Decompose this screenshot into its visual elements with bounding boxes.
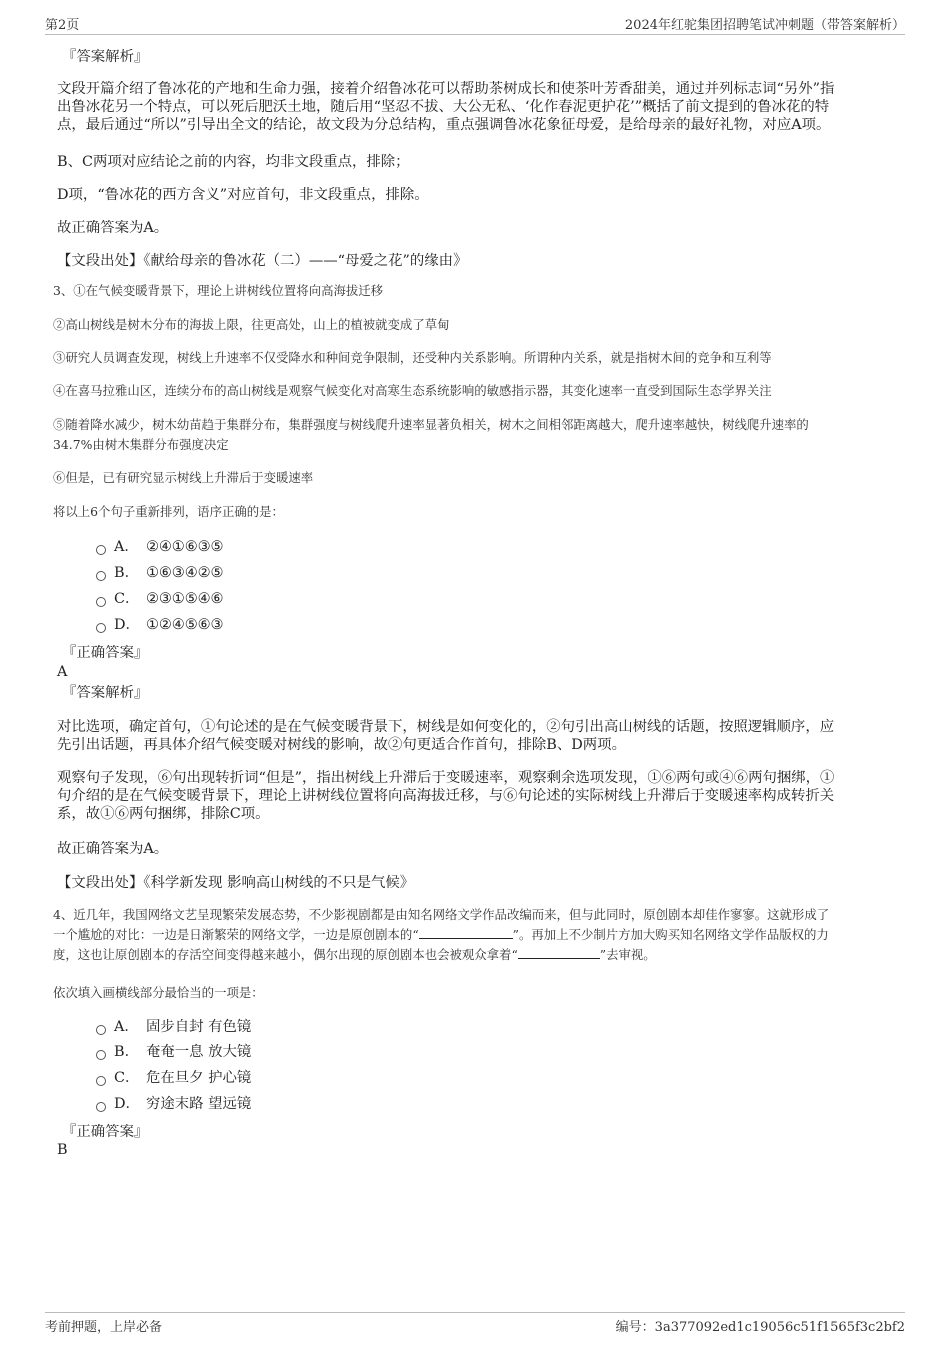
document-title: 2024年红驼集团招聘笔试冲刺题（带答案解析） [624,18,905,33]
radio-icon[interactable] [96,571,106,581]
q3-sentence-3: ③研究人员调查发现，树线上升速率不仅受降水和种间竞争限制，还受种内关系影响。所谓种内关系，就是指树木间的竞争和互利等 [53,350,772,365]
text-line: 4、近几年，我国网络文艺呈现繁荣发展态势，不少影视剧都是由知名网络文学作品改编而来，但与此同时，原创剧本却佳作寥寥。这就形成了 [53,907,830,922]
q4-option-a[interactable]: A． 固步自封 有色镜 [96,1018,251,1036]
text-line: 一个尴尬的对比：一边是日渐繁荣的网络文学，一边是原创剧本的“ ”。再加上不少制片方加大购买知名网络文学作品版权的力 [53,927,829,942]
q3-sentence-6: ⑥但是，已有研究显示树线上升滞后于变暖速率 [53,470,314,485]
analysis-label: 『答案解析』 [62,685,149,701]
q4-option-d[interactable]: D． 穷途末路 望远镜 [96,1095,251,1113]
q3-option-b[interactable]: B． ①⑥③④②⑤ [96,564,223,582]
q3-analysis-para3: 故正确答案为A。 [57,841,169,857]
fill-blank-1[interactable] [419,928,513,939]
q4-stem [53,905,829,965]
text-line: 观察句子发现，⑥句出现转折词“但是”，指出树线上升滞后于变暖速率，观察剩余选项发现，①⑥两句或④⑥两句捆绑，① [57,770,835,786]
radio-icon[interactable] [96,623,106,633]
q3-sentence-4: ④在喜马拉雅山区，连续分布的高山树线是观察气候变化对高寒生态系统影响的敏感指示器，其变化速率一直受到国际生态学界关注 [53,383,772,398]
text-line: 对比选项，确定首句，①句论述的是在气候变暖背景下，树线是如何变化的，②句引出高山树线的话题，按照逻辑顺序，应 [57,719,835,735]
text-line: ⑤随着降水减少，树木幼苗趋于集群分布，集群强度与树线爬升速率显著负相关，树木之间相邻距离越大，爬升速率越快，树线爬升速率的 [53,417,809,432]
q4-option-c[interactable]: C． 危在旦夕 护心镜 [96,1069,251,1087]
text-line: 文段开篇介绍了鲁冰花的产地和生命力强，接着介绍鲁冰花可以帮助茶树成长和使茶叶芳香甜美，通过并列标志词“另外”指 [57,81,835,97]
answer-label: 『正确答案』 [62,1124,149,1140]
fill-blank-2[interactable] [518,948,600,959]
q3-sentence-1: 3、①在气候变暖背景下，理论上讲树线位置将向高海拔迁移 [53,283,384,298]
q3-source: 【文段出处】《科学新发现 影响高山树线的不只是气候》 [57,875,415,891]
radio-icon[interactable] [96,545,106,555]
text-line: 出鲁冰花另一个特点，可以死后肥沃土地，随后用“坚忍不拔、大公无私、‘化作春泥更护花’”概括了前文提到的鲁冰花的特 [57,99,830,115]
q3-sentence-5 [53,415,809,455]
text-line: 度，这也让原创剧本的存活空间变得越来越小，偶尔出现的原创剧本也会被观众拿着“ ”去审视。 [53,947,656,962]
q2-analysis-para3: D项，“鲁冰花的西方含义”对应首句，非文段重点，排除。 [57,187,429,203]
q2-analysis-para4: 故正确答案为A。 [57,220,169,236]
text-line: 34.7%由树木集群分布强度决定 [53,437,229,452]
radio-icon[interactable] [96,1050,106,1060]
q4-prompt: 依次填入画横线部分最恰当的一项是： [53,985,264,1000]
radio-icon[interactable] [96,597,106,607]
radio-icon[interactable] [96,1076,106,1086]
answer-label: 『正确答案』 [62,645,149,661]
page-header [45,14,905,35]
q3-analysis-para2 [57,769,834,823]
q3-option-a[interactable]: A． ②④①⑥③⑤ [96,538,223,556]
radio-icon[interactable] [96,1025,106,1035]
text-line: 先引出话题，再具体介绍气候变暖对树线的影响，故②句更适合作首句，排除B、D两项。 [57,737,626,753]
page-footer [45,1312,905,1335]
answer-value: B [57,1142,68,1158]
page-number: 第2页 [45,18,80,33]
analysis-label: 『答案解析』 [62,49,149,65]
q3-analysis-para1 [57,718,834,754]
q2-analysis-para2: B、C两项对应结论之前的内容，均非文段重点，排除； [57,154,410,170]
q2-analysis-para1 [57,80,834,134]
text-line: 句介绍的是在气候变暖背景下，理论上讲树线位置将向高海拔迁移，与⑥句论述的实际树线上升滞后于变暖速率构成转折关 [57,788,835,804]
footer-slogan: 考前押题，上岸必备 [45,1320,163,1335]
text-line: 点，最后通过“所以”引导出全文的结论，故文段为分总结构，重点强调鲁冰花象征母爱，是给母亲的最好礼物，对应A项。 [57,117,831,133]
text-line: 系，故①⑥两句捆绑，排除C项。 [57,806,270,822]
radio-icon[interactable] [96,1102,106,1112]
q4-option-b[interactable]: B． 奄奄一息 放大镜 [96,1043,251,1061]
q3-prompt: 将以上6个句子重新排列，语序正确的是： [53,504,284,519]
q3-sentence-2: ②高山树线是树木分布的海拔上限，往更高处，山上的植被就变成了草甸 [53,317,450,332]
q2-source: 【文段出处】《献给母亲的鲁冰花（二）——“母爱之花”的缘由》 [57,253,468,269]
answer-value: A [57,664,68,680]
document-code: 编号：3a377092ed1c19056c51f1565f3c2bf2 [615,1320,905,1335]
q3-option-c[interactable]: C． ②③①⑤④⑥ [96,590,223,608]
q3-option-d[interactable]: D． ①②④⑤⑥③ [96,616,223,634]
